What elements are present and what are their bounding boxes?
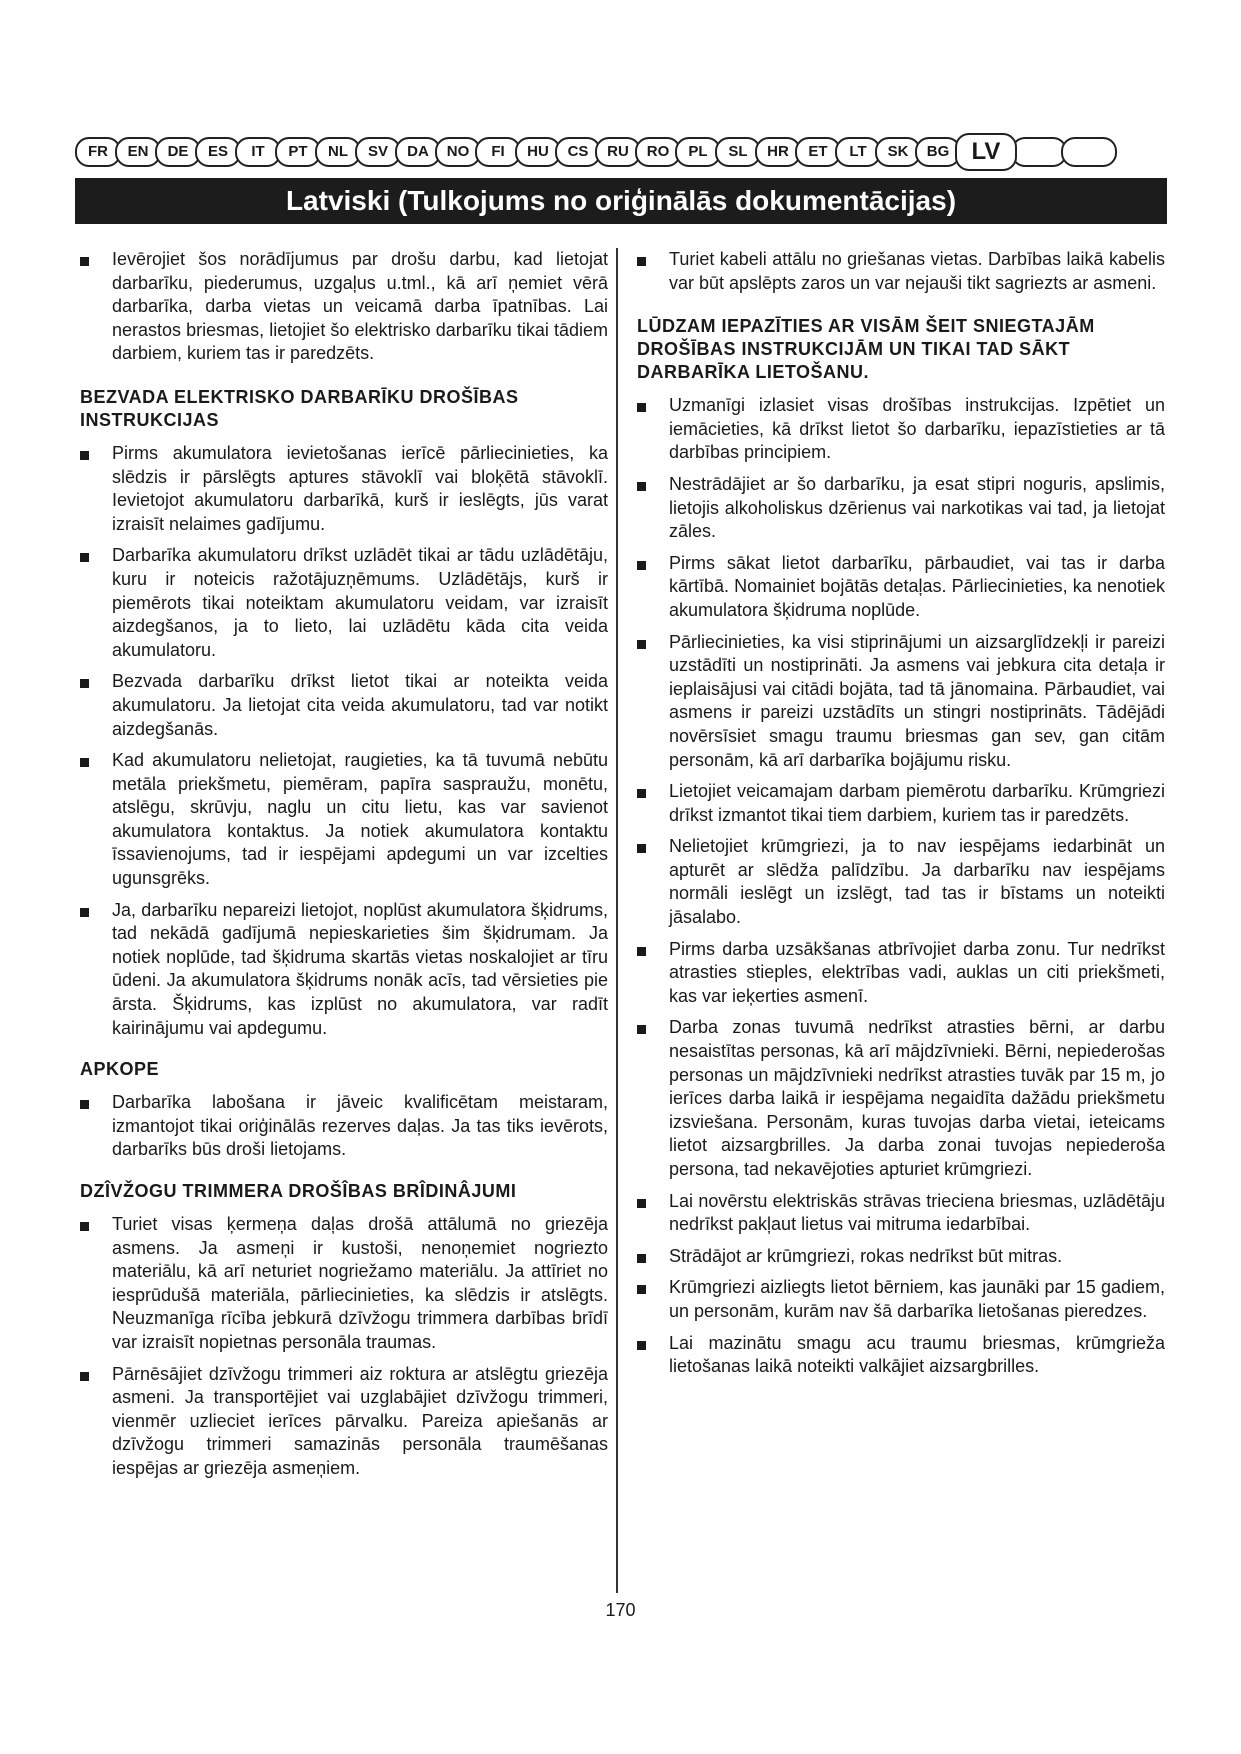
language-tab-bar	[75, 134, 1167, 170]
right-column	[637, 248, 1165, 1387]
lang-tab-sl: SL	[715, 137, 761, 167]
lang-tab-da: DA	[395, 137, 441, 167]
list-item: Pārnēsājiet dzīvžogu trimmeri aiz roktura ar atslēgtu griezēja asmeni. Ja transportējiet vai uzglabājiet dzīvžogu trimmeri, vienmēr uzlieciet ierīces pārvalku. Pareiza apiešanās ar dzīvžogu trimmeri samazinās personāla traumēšanas iespējas ar griezēja asmeņiem.	[80, 1363, 608, 1481]
list-item: Darbarīka akumulatoru drīkst uzlādēt tikai ar tādu uzlādētāju, kuru ir noteicis ražotājuzņēmums. Uzlādētājs, kurš ir piemērots tikai noteiktam akumulatoru veidam, var izraisīt aizdegšanos, ja to lieto, lai uzlādētu kāda cita veida akumulatoru.	[80, 544, 608, 662]
list-item: Lietojiet veicamajam darbam piemērotu darbarīku. Krūmgriezi drīkst izmantot tikai tiem darbiem, kuriem tas ir paredzēts.	[637, 780, 1165, 827]
list-item: Darba zonas tuvumā nedrīkst atrasties bērni, ar darbu nesaistītas personas, kā arī mājdzīvnieki. Bērni, nepiederošas personas un mājdzīvnieki nedrīkst atrasties tuvāk par 15 m, jo ierīces darba laikā ir iespējama negaidīta dažādu priekšmetu izsviešana. Personām, kuras tuvojas darba vietai, ieteicams lietot aizsargbrilles. Ja darba zonai tuvojas nepiederoša persona, tad nekavējoties apturiet krūmgriezi.	[637, 1016, 1165, 1181]
lang-tab-empty	[1061, 137, 1117, 167]
list-item: Nelietojiet krūmgriezi, ja to nav iespējams iedarbināt un apturēt ar slēdža palīdzību. Ja darbarīku nav iespējams normāli ieslēgt un izslēgt, tad tas ir bīstams un noteikti jāsalabo.	[637, 835, 1165, 929]
list-item: Pirms darba uzsākšanas atbrīvojiet darba zonu. Tur nedrīkst atrasties stieples, elektrības vadi, auklas un citi priekšmeti, kas var ieķerties asmenī.	[637, 938, 1165, 1009]
lang-tab-en: EN	[115, 137, 161, 167]
lang-tab-ro: RO	[635, 137, 681, 167]
list-item: Strādājot ar krūmgriezi, rokas nedrīkst būt mitras.	[637, 1245, 1165, 1269]
lang-tab-lv-active: LV	[955, 133, 1017, 171]
lang-tab-sk: SK	[875, 137, 921, 167]
list-item: Pirms akumulatora ievietošanas ierīcē pārliecinieties, ka slēdzis ir pārslēgts aptures stāvoklī vai bloķētā stāvoklī. Ievietojot akumulatoru darbarīkā, kurš ir ieslēgts, jūs varat izraisīt nelaimes gadījumu.	[80, 442, 608, 536]
intro-paragraph: Ievērojiet šos norādījumus par drošu darbu, kad lietojat darbarīku, piederumus, uzgaļus u.tml., kā arī ņemiet vērā darbarīka, darba vietas un veicamā darba īpatnības. Lai nerastos briesmas, lietojiet šo elektrisko darbarīku tikai tādiem darbiem, kuriem tas ir paredzēts.	[80, 248, 608, 366]
list-item: Kad akumulatoru nelietojat, raugieties, ka tā tuvumā nebūtu metāla priekšmetu, piemēram, papīra saspraužu, monētu, atslēgu, skrūvju, naglu un citu lietu, kas var savienot akumulatora kontaktus. Ja notiek akumulatora kontaktu īssavienojums, tad ir iespējami apdegumi un var izcelties ugunsgrēks.	[80, 749, 608, 891]
list-item: Lai mazinātu smagu acu traumu briesmas, krūmgrieža lietošanas laikā noteikti valkājiet aizsargbrilles.	[637, 1332, 1165, 1379]
lang-tab-hr: HR	[755, 137, 801, 167]
section-heading-cordless-safety: BEZVADA ELEKTRISKO DARBARĪKU DROŠĪBAS INSTRUKCIJAS	[80, 386, 519, 430]
lang-tab-it: IT	[235, 137, 281, 167]
lang-tab-de: DE	[155, 137, 201, 167]
list-item: Turiet visas ķermeņa daļas drošā attālumā no griezēja asmens. Ja asmeņi ir kustoši, nenoņemiet nogriezto materiālu, kā arī neturiet nogriežamo materiālu. Ja attīriet no iesprūdušā materiāla, pārliecinieties, ka slēdzis ir atslēgts. Neuzmanīga rīcība jebkurā dzīvžogu trimmera darbības brīdī var izraisīt nopietnas personāla traumas.	[80, 1213, 608, 1355]
lang-tab-fr: FR	[75, 137, 121, 167]
list-item: Turiet kabeli attālu no griešanas vietas. Darbības laikā kabelis var būt apslēpts zaros un var nejauši tikt sagriezts ar asmeni.	[637, 248, 1165, 295]
lang-tab-et: ET	[795, 137, 841, 167]
page-title: Latviski (Tulkojums no oriģinālās dokumentācijas)	[75, 178, 1167, 224]
list-item: Nestrādājiet ar šo darbarīku, ja esat stipri noguris, apslimis, lietojis alkoholiskus dzērienus vai narkotikas vai tad, ja lietojat zāles.	[637, 473, 1165, 544]
lang-tab-empty	[1011, 137, 1067, 167]
column-divider	[616, 248, 618, 1593]
section-heading-maintenance: APKOPE	[80, 1059, 160, 1080]
list-item: Darbarīka labošana ir jāveic kvalificētam meistaram, izmantojot tikai oriģinālās rezerves daļas. Ja tas tiks ievērots, darbarīks būs droši lietojams.	[80, 1091, 608, 1162]
lang-tab-ru: RU	[595, 137, 641, 167]
lang-tab-pt: PT	[275, 137, 321, 167]
lang-tab-no: NO	[435, 137, 481, 167]
page-number: 170	[605, 1600, 636, 1620]
left-column	[80, 248, 608, 1489]
lang-tab-lt: LT	[835, 137, 881, 167]
lang-tab-es: ES	[195, 137, 241, 167]
lang-tab-cs: CS	[555, 137, 601, 167]
lang-tab-hu: HU	[515, 137, 561, 167]
list-item: Ja, darbarīku nepareizi lietojot, noplūst akumulatora šķidrums, tad nekādā gadījumā nepieskarieties šim šķidrumam. Ja notiek noplūde, tad šķidruma skartās vietas noskalojiet ar tīru ūdeni. Ja akumulatora šķidrums nonāk acīs, tad vērsieties pie ārsta. Šķidrums, kas izplūst no akumulatora, var radīt kairinājumu vai apdegumu.	[80, 899, 608, 1041]
list-item: Bezvada darbarīku drīkst lietot tikai ar noteikta veida akumulatoru. Ja lietojat cita veida akumulatoru, tad var notikt aizdegšanās.	[80, 670, 608, 741]
list-item: Pirms sākat lietot darbarīku, pārbaudiet, vai tas ir darba kārtībā. Nomainiet bojātās detaļas. Pārliecinieties, ka nenotiek akumulatora šķidruma noplūde.	[637, 552, 1165, 623]
list-item: Krūmgriezi aizliegts lietot bērniem, kas jaunāki par 15 gadiem, un personām, kurām nav šā darbarīka lietošanas pieredzes.	[637, 1276, 1165, 1323]
lang-tab-nl: NL	[315, 137, 361, 167]
section-heading-read-instructions: LŪDZAM IEPAZĪTIES AR VISĀM ŠEIT SNIEGTAJĀM DROŠĪBAS INSTRUKCIJĀM UN TIKAI TAD SĀKT DARBARĪKA LIETOŠANU.	[637, 316, 1095, 383]
list-item: Lai novērstu elektriskās strāvas trieciena briesmas, uzlādētāju nedrīkst pakļaut lietus vai mitruma iedarbībai.	[637, 1190, 1165, 1237]
lang-tab-pl: PL	[675, 137, 721, 167]
lang-tab-sv: SV	[355, 137, 401, 167]
list-item: Pārliecinieties, ka visi stiprinājumi un aizsarglīdzekļi ir pareizi uzstādīti un nostiprināti. Ja asmens vai jebkura cita detaļa ir ieplaisājusi vai citādi bojāta, tad tā jānomaina. Pārbaudiet, vai asmens ir pareizi uzstādīts un stingri nostiprināts. Tādējādi novērsīsiet smagu traumu briesmas gan sev, gan citām personām, kā arī darbarīka bojājumu risku.	[637, 631, 1165, 773]
list-item: Uzmanīgi izlasiet visas drošības instrukcijas. Izpētiet un iemācieties, kā drīkst lietot šo darbarīku, iepazīstieties ar tā darbības principiem.	[637, 394, 1165, 465]
section-heading-trimmer-warnings: DZÎVŽOGU TRIMMERA DROŠÎBAS BRÎDINÂJUMI	[80, 1181, 517, 1201]
lang-tab-fi: FI	[475, 137, 521, 167]
lang-tab-bg: BG	[915, 137, 961, 167]
